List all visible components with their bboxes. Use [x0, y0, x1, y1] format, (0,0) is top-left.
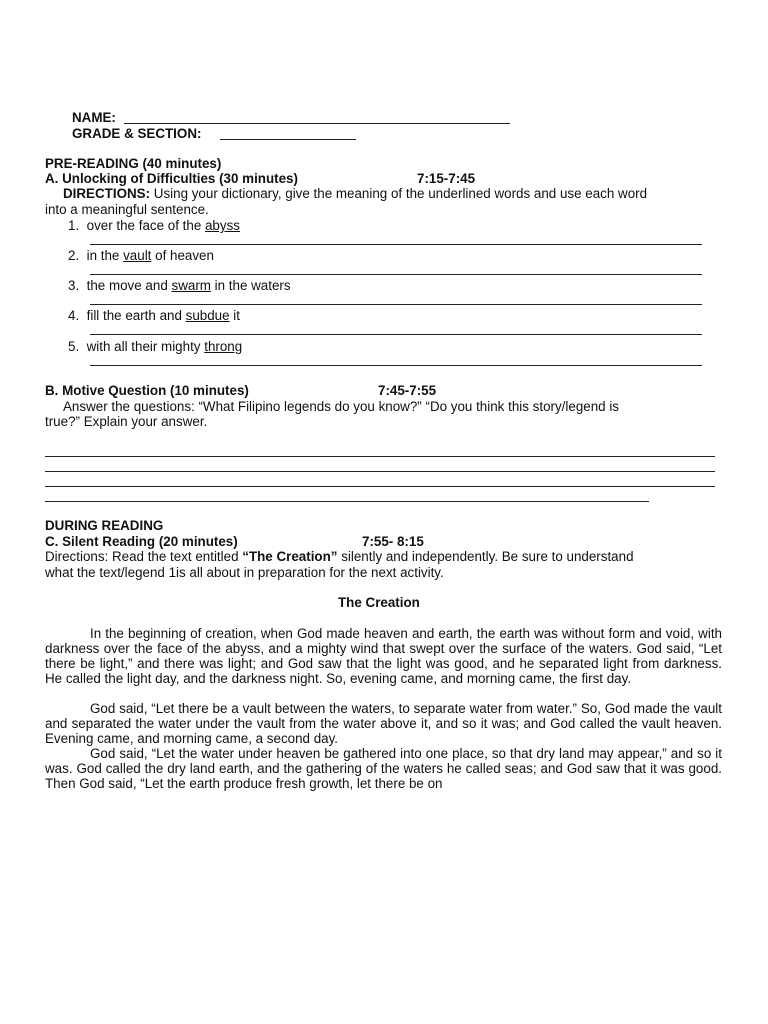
- underlined-word: abyss: [204, 218, 240, 233]
- story-paragraph-1: In the beginning of creation, when God made heaven and earth, the earth was without form and void, with darkness over the face of the abyss, and a mighty wind that swept over the surface of the waters. God said, “Let there be light,” and there was light; and God saw that the light was good, and he separated light from darkness. He called the light day, and the darkness night. So, evening came, and morning came, the first day.: [45, 626, 722, 686]
- directions-line-1: [63, 186, 647, 201]
- reading-directions-line-2: what the text/legend 1is all about in preparation for the next activity.: [45, 565, 444, 580]
- reading-directions-title: “The Creation”: [242, 549, 338, 564]
- vocab-item: [68, 339, 242, 354]
- answer-line[interactable]: [90, 334, 702, 335]
- story-title: The Creation: [338, 595, 420, 610]
- story-paragraph-2: God said, “Let there be a vault between the waters, to separate water from water.” So, God made the vault and separated the water under the vault from the water above it, and so it was; and God called the vault heaven. Evening came, and morning came, a second day.: [45, 701, 722, 746]
- directions-text: Using your dictionary, give the meaning of the underlined words and use each word: [153, 186, 648, 201]
- underlined-word: throng: [204, 339, 243, 354]
- item-text-pre: the move and: [86, 278, 172, 293]
- item-text-pre: over the face of the: [86, 218, 205, 233]
- vocab-item: [68, 308, 240, 323]
- answer-line[interactable]: [45, 486, 715, 487]
- directions-line-2: into a meaningful sentence.: [45, 202, 209, 217]
- answer-line[interactable]: [90, 244, 702, 245]
- answer-line[interactable]: [45, 471, 715, 472]
- name-field-line[interactable]: [124, 123, 510, 124]
- section-b-time: 7:45-7:55: [378, 383, 437, 398]
- reading-directions-line-1: [45, 549, 634, 564]
- vocab-item: [68, 218, 240, 233]
- item-number: 4.: [68, 308, 80, 323]
- during-reading-heading: DURING READING: [45, 518, 164, 533]
- item-text-post: of heaven: [151, 248, 214, 263]
- answer-line[interactable]: [45, 501, 649, 502]
- item-number: 5.: [68, 339, 80, 354]
- vocab-item: [68, 278, 291, 293]
- grade-section-label: GRADE & SECTION:: [72, 126, 202, 141]
- item-text-pre: with all their mighty: [86, 339, 205, 354]
- reading-directions-post: silently and independently. Be sure to understand: [337, 549, 634, 564]
- answer-line[interactable]: [45, 456, 715, 457]
- answer-line[interactable]: [90, 365, 702, 366]
- section-b-title: B. Motive Question (10 minutes): [45, 383, 249, 398]
- underlined-word: vault: [123, 248, 152, 263]
- item-number: 3.: [68, 278, 80, 293]
- motive-question-line-1: Answer the questions: “What Filipino legends do you know?” “Do you think this story/legend is: [63, 399, 619, 414]
- directions-label: DIRECTIONS:: [63, 186, 151, 201]
- section-a-time: 7:15-7:45: [417, 171, 476, 186]
- answer-line[interactable]: [90, 304, 702, 305]
- name-label: NAME:: [72, 110, 116, 125]
- item-number: 1.: [68, 218, 80, 233]
- reading-directions-pre: Directions: Read the text entitled: [45, 549, 243, 564]
- item-number: 2.: [68, 248, 80, 263]
- section-c-time: 7:55- 8:15: [362, 534, 424, 549]
- section-a-title: A. Unlocking of Difficulties (30 minutes): [45, 171, 298, 186]
- item-text-pre: in the: [86, 248, 124, 263]
- answer-line[interactable]: [90, 274, 702, 275]
- pre-reading-heading: PRE-READING (40 minutes): [45, 156, 222, 171]
- grade-section-field-line[interactable]: [220, 139, 356, 140]
- motive-question-line-2: true?” Explain your answer.: [45, 414, 208, 429]
- vocab-item: [68, 248, 214, 263]
- story-paragraph-3: God said, “Let the water under heaven be gathered into one place, so that dry land may appear,” and so it was. God called the dry land earth, and the gathering of the waters he called seas; and God saw that it was good. Then God said, “Let the earth produce fresh growth, let there be on: [45, 746, 722, 791]
- item-text-post: it: [229, 308, 240, 323]
- underlined-word: swarm: [171, 278, 211, 293]
- item-text-post: in the waters: [210, 278, 291, 293]
- section-c-title: C. Silent Reading (20 minutes): [45, 534, 238, 549]
- underlined-word: subdue: [185, 308, 230, 323]
- item-text-pre: fill the earth and: [86, 308, 186, 323]
